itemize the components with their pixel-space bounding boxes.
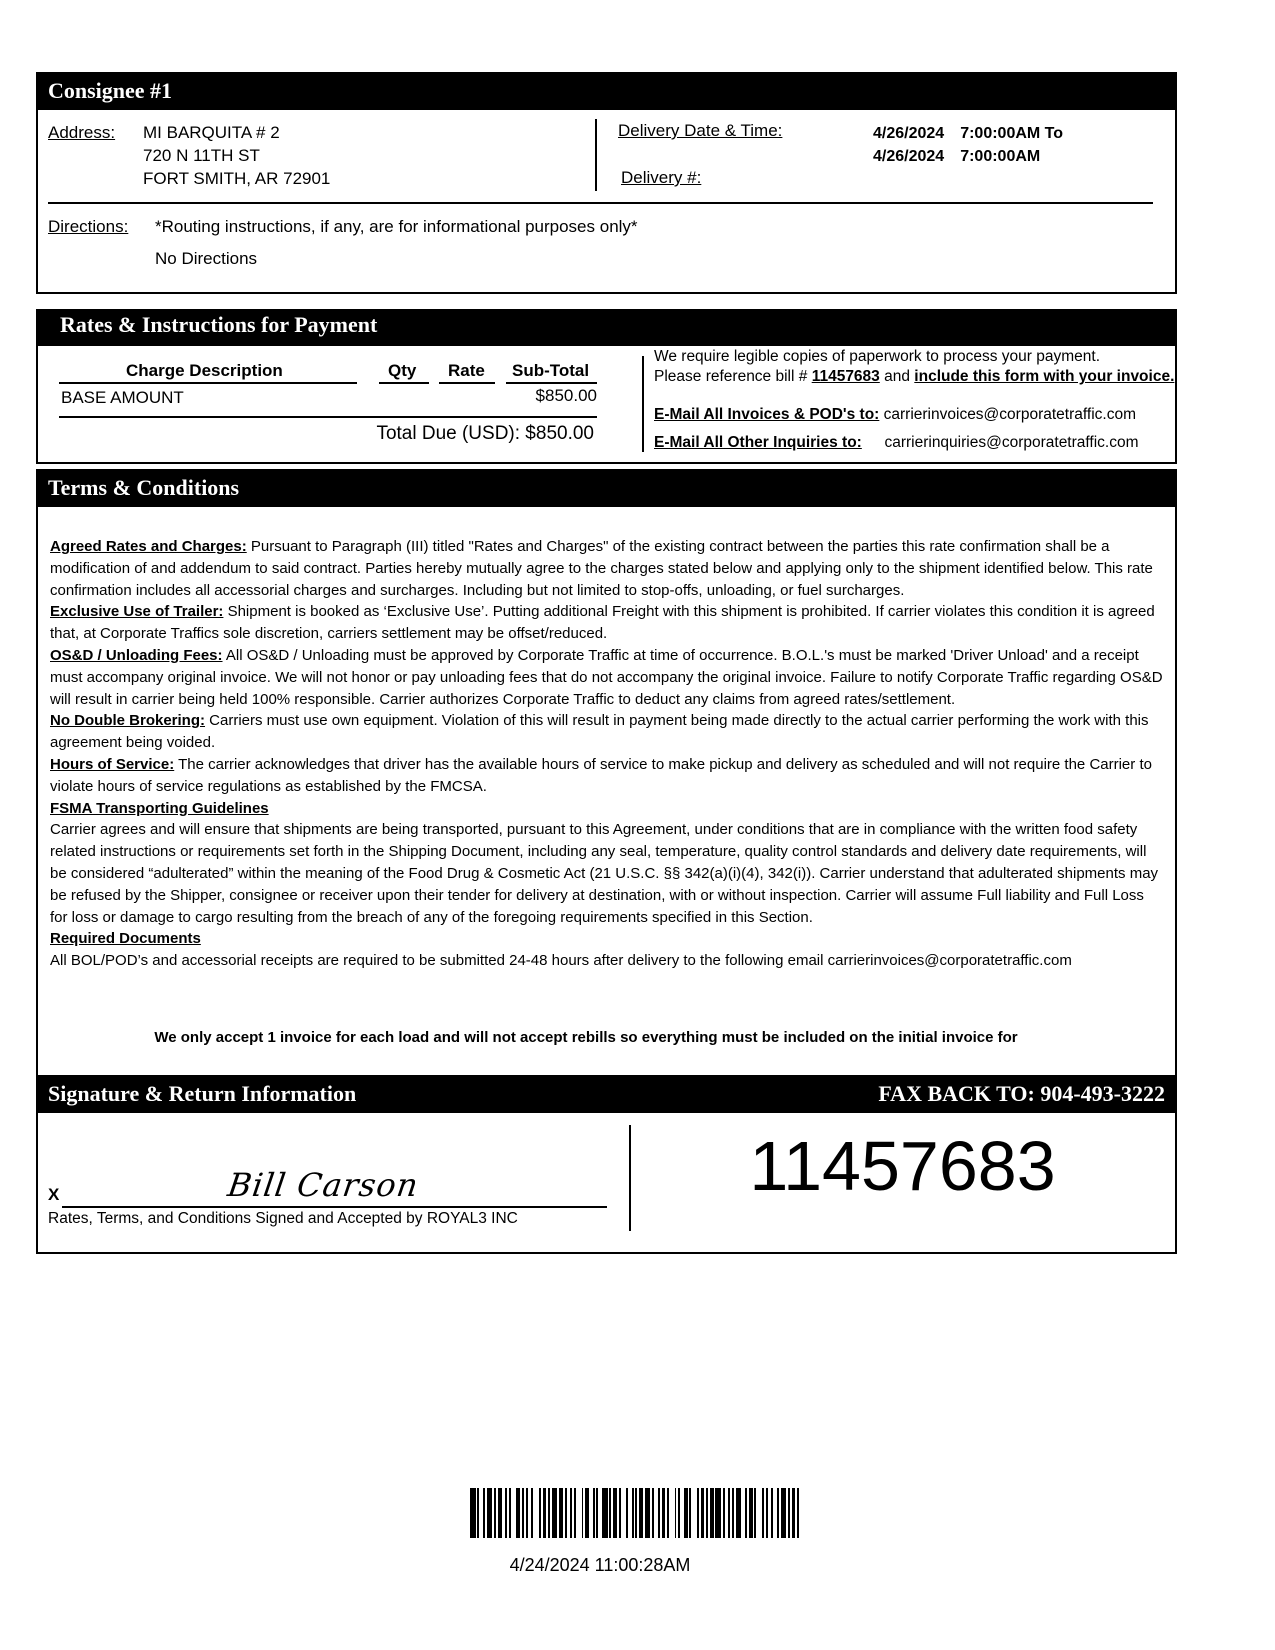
terms-osd-body: All OS&D / Unloading must be approved by Corporate Traffic at time of occurrence. B.O.L.'s must be marked 'Driver Unload' and a receipt must accompany original invoice. We will not honor or pay unloading fees that do not accompany the original invoice. Failure to notify Corporate Traffic regarding OS&D will result in carrier being held 100% responsible. Carrier authorizes Corporate Traffic to deduct any claims from agreed rates/settlement. (50, 646, 1163, 708)
terms-double-head: No Double Brokering: (50, 712, 206, 730)
barcode-bar (799, 1488, 805, 1538)
email-other-link[interactable]: carrierinquiries@corporatetraffic.com (884, 434, 1139, 451)
terms-agreed-body: Pursuant to Paragraph (III) titled "Rates and Charges" of the existing contract between the parties this rate confirmation shall be a modification of and addendum to said contract. Parties hereby mutually agree to the charges stated below and applying only to the shipment identified below. This rate confirmation includes all accessorial charges and surcharges. Including but not limited to stop-offs, unloading, or fuel surcharges. (50, 538, 1153, 599)
consignee-separator (48, 202, 1153, 204)
signature-title: Signature & Return Information (48, 1081, 357, 1106)
rates-divider (642, 356, 644, 452)
directions-text: No Directions (155, 249, 258, 268)
rates-total-line (59, 416, 597, 418)
signature-line (62, 1206, 607, 1208)
terms-agreed-head: Agreed Rates and Charges: (50, 538, 247, 555)
delivery-from-time: 7:00:00AM To (960, 125, 1064, 142)
footer-timestamp: 4/24/2024 11:00:28AM (509, 1555, 691, 1575)
payment-note-line1: We require legible copies of paperwork to process your payment. (654, 348, 1100, 365)
rates-row-subtotal: $850.00 (535, 386, 597, 405)
directions-label: Directions: (48, 217, 129, 236)
signature-header (36, 1075, 1177, 1113)
rates-col-rate: Rate (448, 361, 485, 380)
directions-note: *Routing instructions, if any, are for informational purposes only* (155, 217, 638, 236)
rates-col-subtotal: Sub-Total (512, 361, 590, 380)
rates-title: Rates & Instructions for Payment (60, 312, 378, 337)
email-invoices-row (654, 406, 1136, 424)
terms-fsma-head: FSMA Transporting Guidelines (50, 799, 269, 817)
delivery-times (873, 122, 1063, 168)
signature-handwriting: Bill Carson (225, 1166, 422, 1204)
terms-header (36, 469, 1177, 507)
address-line-3: FORT SMITH, AR 72901 (143, 169, 331, 188)
rates-col-qty: Qty (388, 361, 417, 380)
delivery-label: Delivery Date & Time: (618, 121, 783, 140)
delivery-number-label: Delivery #: (621, 168, 702, 187)
rates-header-underline-rate (439, 382, 495, 384)
bill-number: 11457683 (811, 368, 880, 385)
terms-required-body: All BOL/POD’s and accessorial receipts are required to be submitted 24-48 hours after delivery to the following email carrierinvoices@corporatetraffic.com (50, 952, 1072, 970)
terms-osd-head: OS&D / Unloading Fees: (50, 646, 223, 664)
terms-fsma-body: Carrier agrees and will ensure that shipments are being transported, pursuant to this Agreement, under conditions that are in compliance with the written food safety related instructions or requirements set forth in the Shipping Document, including any seal, temperature, quality control standards and delivery date requirements, will be considered “adulterated” within the meaning of the Food Drug & Cosmetic Act (21 U.S.C. §§ 342(a)(i)(4), 342(i)). Carrier understand that adulterated shipments may be refused by the Shipper, consignee or receiver upon their tender for delivery at destination, with or without inspection. Carrier will assume Full liability and Full Loss for loss or damage to cargo resulting from the breach of any of the foregoing requirements specified in this Section. (50, 821, 1159, 926)
rates-header (36, 309, 1177, 346)
terms-required-head: Required Documents (50, 930, 201, 948)
rates-header-underline-desc (59, 382, 357, 384)
address-label: Address: (48, 123, 116, 142)
address-line-2: 720 N 11TH ST (143, 146, 260, 165)
payment-instructions (654, 347, 1175, 387)
rates-header-underline-qty (379, 382, 429, 384)
consignee-divider (595, 119, 597, 191)
barcode (470, 1488, 805, 1538)
email-invoices-link[interactable]: carrierinvoices@corporatetraffic.com (883, 406, 1136, 423)
address-line-1: MI BARQUITA # 2 (143, 123, 280, 142)
email-other-row (654, 434, 1139, 452)
delivery-from-date: 4/26/2024 (873, 125, 945, 142)
rates-header-underline-subtotal (506, 382, 597, 384)
rates-col-description: Charge Description (126, 361, 283, 380)
terms-hours-head: Hours of Service: (50, 755, 175, 773)
delivery-to-date: 4/26/2024 (873, 148, 945, 165)
email-invoices-label: E-Mail All Invoices & POD's to: (654, 406, 880, 423)
consignee-header (36, 72, 1177, 110)
terms-title: Terms & Conditions (48, 475, 240, 500)
terms-double-body: Carriers must use own equipment. Violation of this will result in payment being made directly to the actual carrier performing the work with this agreement being voided. (50, 712, 1149, 752)
rates-total: Total Due (USD): $850.00 (376, 423, 594, 444)
signature-x: X (48, 1185, 60, 1204)
consignee-title: Consignee #1 (48, 78, 173, 103)
terms-exclusive-head: Exclusive Use of Trailer: (50, 603, 224, 621)
email-other-label: E-Mail All Other Inquiries to: (654, 434, 862, 451)
terms-body (50, 536, 1165, 972)
payment-note-emphasis: include this form with your invoice. (914, 368, 1175, 385)
fax-back: FAX BACK TO: 904-493-3222 (878, 1081, 1165, 1106)
delivery-to-time: 7:00:00AM (960, 148, 1041, 165)
terms-hours-body: The carrier acknowledges that driver has the available hours of service to make pickup and delivery as scheduled and will not require the Carrier to violate hours of service regulations as established by the FMCSA. (50, 755, 1152, 795)
terms-exclusive-body: Shipment is booked as ‘Exclusive Use’. Putting additional Freight with this shipment is prohibited. If carrier violates this condition it is agreed that, at Corporate Traffics sole discretion, carriers settlement may be offset/reduced. (50, 603, 1155, 643)
payment-note-prefix: Please reference bill # (654, 368, 808, 385)
invoice-note: We only accept 1 invoice for each load and will not accept rebills so everything must be included on the initial invoice for (154, 1029, 1018, 1046)
address-block (143, 121, 330, 190)
payment-note-and: and (884, 368, 910, 385)
signature-caption: Rates, Terms, and Conditions Signed and Accepted by ROYAL3 INC (48, 1210, 518, 1227)
load-number: 11457683 (749, 1127, 1056, 1205)
rates-row-description: BASE AMOUNT (61, 388, 184, 407)
